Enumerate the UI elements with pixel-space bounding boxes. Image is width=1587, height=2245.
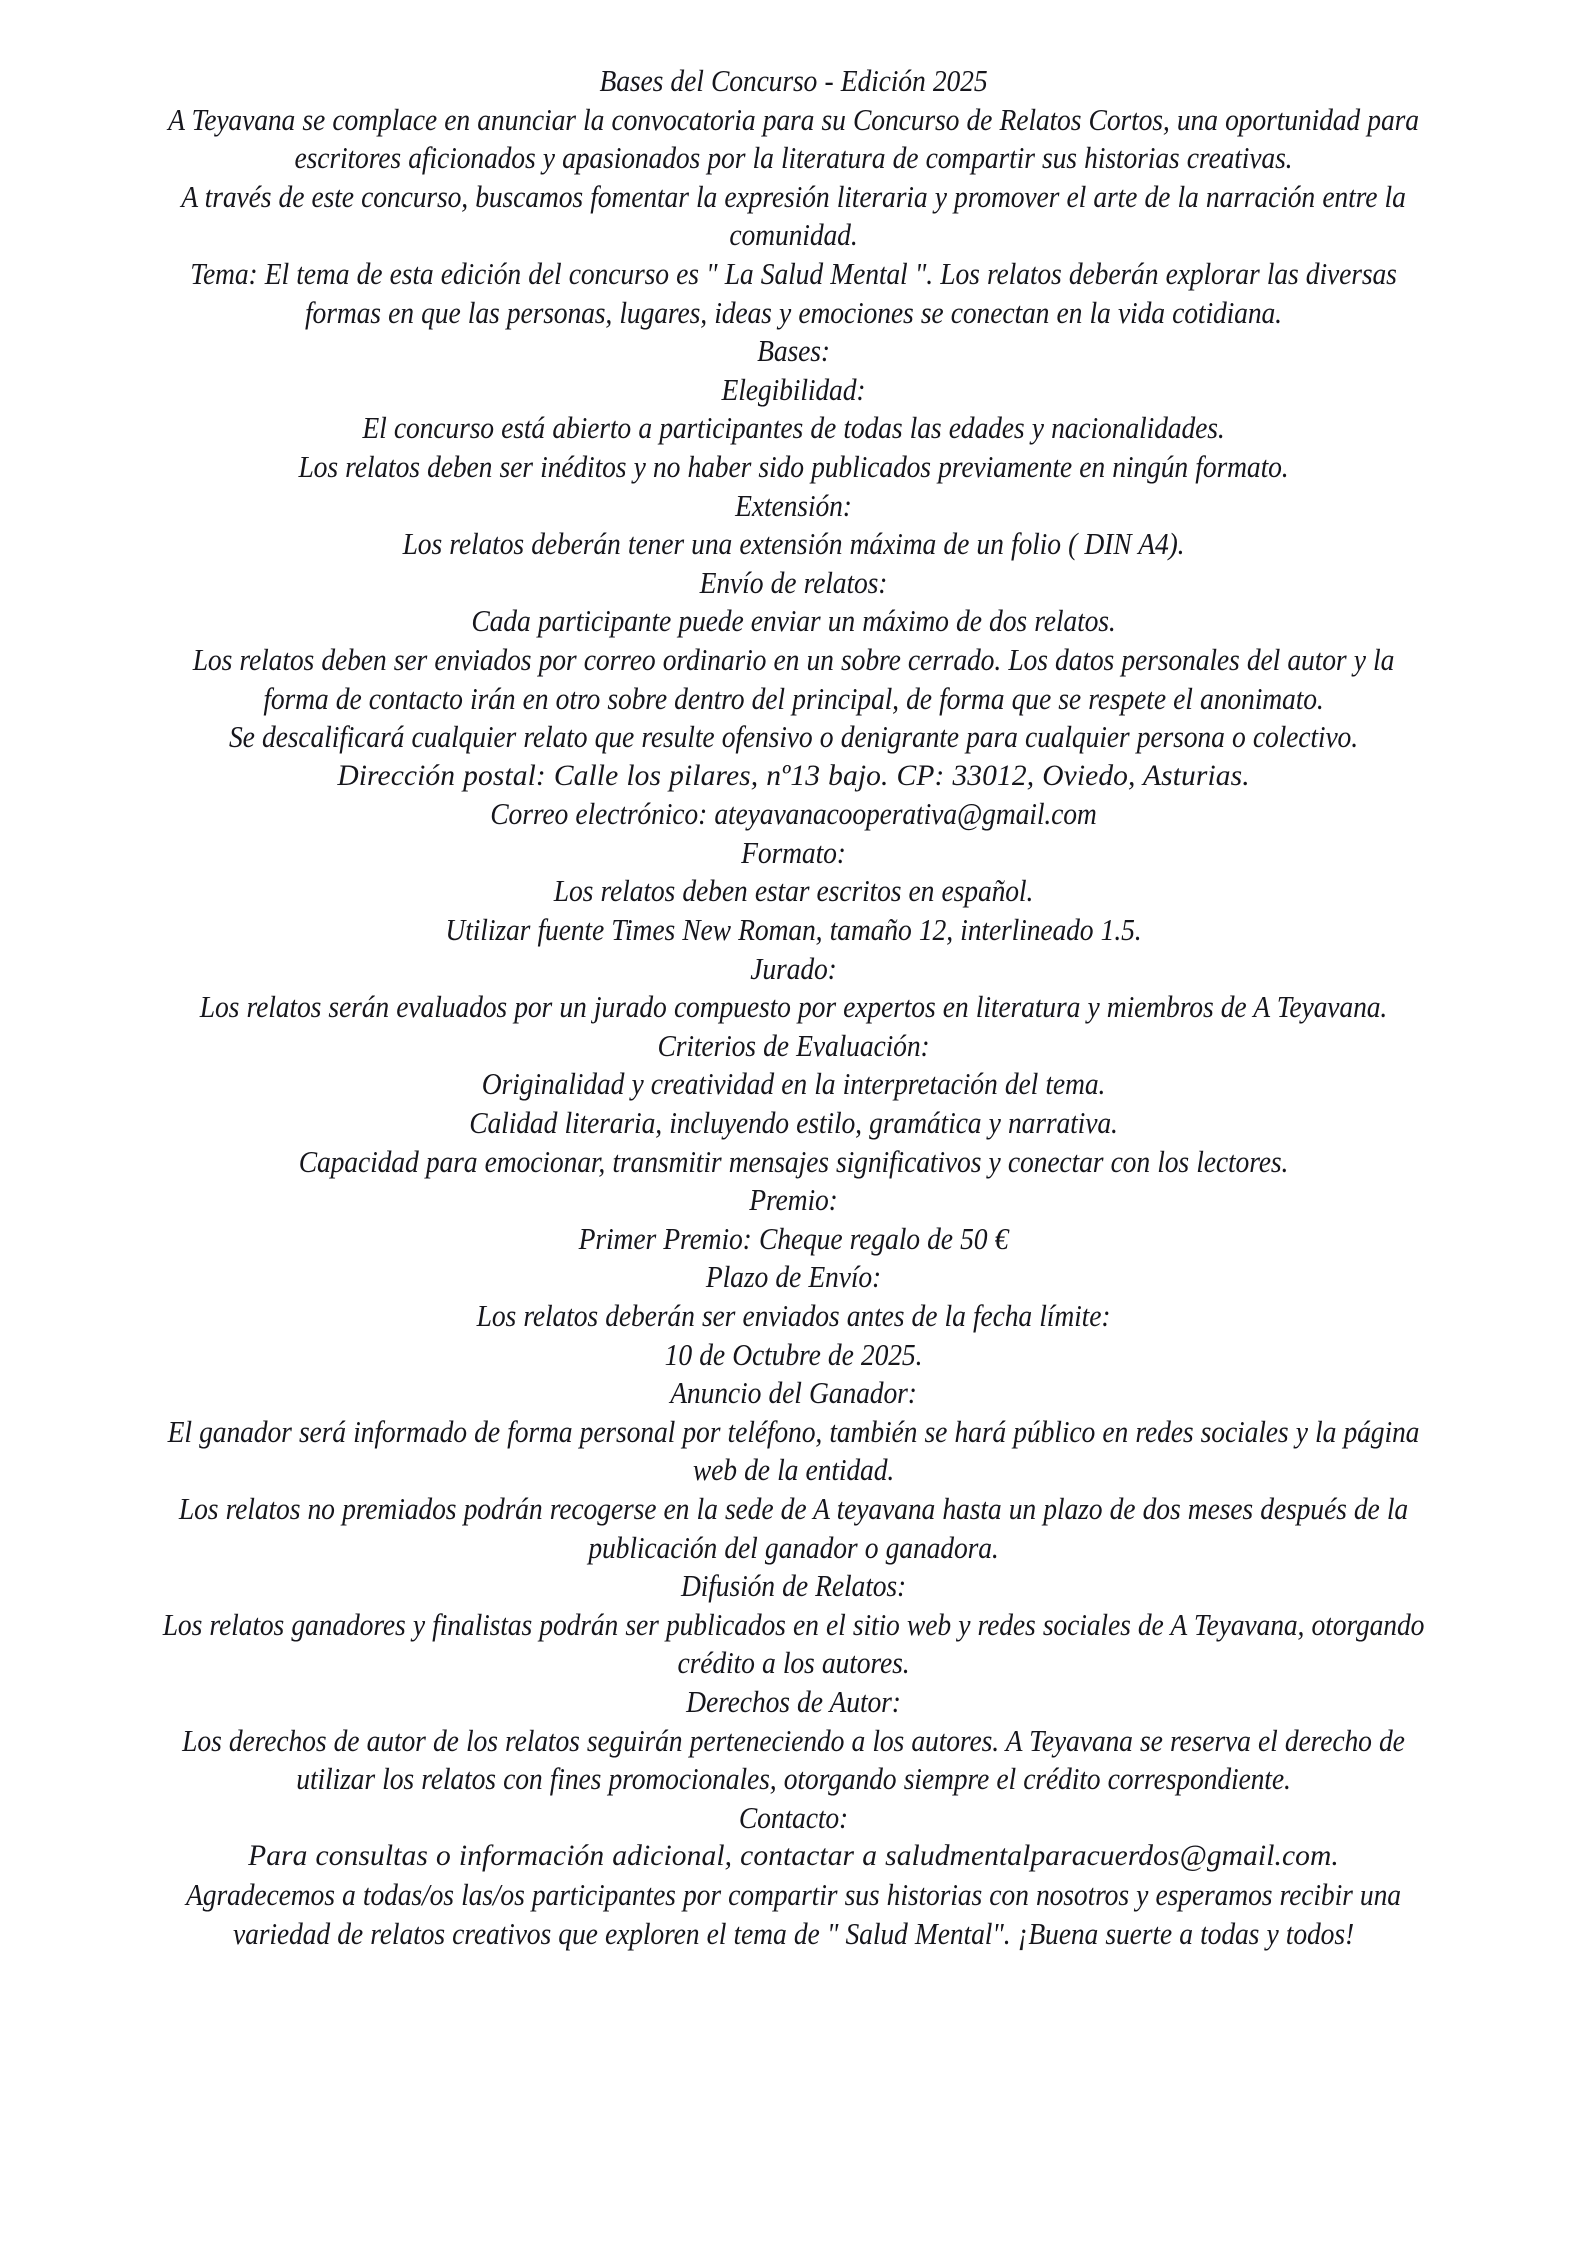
theme-paragraph: Tema: El tema de esta edición del concurso es " La Salud Mental ". Los relatos deberán explorar las diversas formas en que las personas, lugares, ideas y emociones se conectan en la vida cotidiana. bbox=[190, 256, 1397, 330]
contact-email-line: Para consultas o información adicional, contactar a saludmentalparacuerdos@gmail.com. bbox=[248, 1840, 1339, 1873]
heading-extension: Extensión: bbox=[735, 488, 852, 523]
diffusion-publication: Los relatos ganadores y finalistas podrán ser publicados en el sitio web y redes sociales de A Teyavana, otorgando crédito a los autores. bbox=[162, 1607, 1425, 1681]
heading-prize: Premio: bbox=[749, 1183, 838, 1218]
eligibility-unpublished: Los relatos deben ser inéditos y no haber sido publicados previamente en ningún formato. bbox=[298, 449, 1289, 484]
heading-format: Formato: bbox=[741, 835, 846, 870]
criterion-literary-quality: Calidad literaria, incluyendo estilo, gramática y narrativa. bbox=[469, 1106, 1118, 1141]
heading-contact: Contacto: bbox=[738, 1800, 849, 1835]
deadline-intro: Los relatos deberán ser enviados antes de la fecha límite: bbox=[476, 1299, 1111, 1333]
heading-jury: Jurado: bbox=[750, 951, 837, 986]
heading-deadline: Plazo de Envío: bbox=[705, 1260, 882, 1295]
heading-story-diffusion: Difusión de Relatos: bbox=[680, 1569, 907, 1604]
intro-paragraph: A Teyavana se complace en anunciar la convocatoria para su Concurso de Relatos Cortos, una oportunidad para escritores aficionados y apasionados por la literatura de compartir sus historias creativas. bbox=[168, 102, 1419, 176]
criterion-originality: Originalidad y creatividad en la interpretación del tema. bbox=[481, 1067, 1106, 1102]
postal-address: Dirección postal: Calle los pilares, nº13 bajo. CP: 33012, Oviedo, Asturias. bbox=[337, 759, 1250, 792]
submission-email: Correo electrónico: ateyavanacooperativa@gmail.com bbox=[490, 797, 1097, 832]
heading-copyright: Derechos de Autor: bbox=[686, 1684, 901, 1719]
document-title: Bases del Concurso - Edición 2025 bbox=[599, 64, 988, 98]
deadline-date: 10 de Octubre de 2025. bbox=[664, 1337, 923, 1372]
heading-eligibility: Elegibilidad: bbox=[721, 372, 866, 407]
heading-winner-announcement: Anuncio del Ganador: bbox=[670, 1376, 917, 1411]
submission-max-entries: Cada participante puede enviar un máximo de dos relatos. bbox=[471, 604, 1116, 639]
copyright-terms: Los derechos de autor de los relatos seguirán perteneciendo a los autores. A Teyavana se reserva el derecho de utilizar los relatos con fines promocionales, otorgando siempre el crédito correspondiente. bbox=[182, 1723, 1405, 1797]
heading-evaluation-criteria: Criterios de Evaluación: bbox=[657, 1028, 930, 1063]
closing-paragraph: Agradecemos a todas/os las/os participantes por compartir sus historias con nosotros y esperamos recibir una variedad de relatos creativos que exploren el tema de " Salud Mental". ¡Buena suerte a todas y todos! bbox=[186, 1877, 1401, 1951]
eligibility-open-to-all: El concurso está abierto a participantes de todas las edades y nacionalidades. bbox=[362, 411, 1225, 446]
format-typography: Utilizar fuente Times New Roman, tamaño 12, interlineado 1.5. bbox=[445, 913, 1142, 948]
submission-disqualification: Se descalificará cualquier relato que resulte ofensivo o denigrante para cualquier persona o colectivo. bbox=[228, 720, 1358, 755]
extension-max-length: Los relatos deberán tener una extensión máxima de un folio ( DIN A4). bbox=[402, 527, 1185, 562]
heading-submission: Envío de relatos: bbox=[699, 565, 888, 600]
criterion-emotional-impact: Capacidad para emocionar, transmitir mensajes significativos y conectar con los lectores. bbox=[298, 1144, 1289, 1179]
document-body bbox=[96, 62, 1491, 1953]
unawarded-stories-pickup: Los relatos no premiados podrán recogerse en la sede de A teyavana hasta un plazo de dos meses después de la publicación del ganador o ganadora. bbox=[178, 1491, 1409, 1565]
submission-anonymity: Los relatos deben ser enviados por correo ordinario en un sobre cerrado. Los datos personales del autor y la forma de contacto irán en otro sobre dentro del principal, de forma que se respete el anonimato. bbox=[192, 642, 1395, 716]
winner-notification: El ganador será informado de forma personal por teléfono, también se hará público en redes sociales y la página web de la entidad. bbox=[167, 1414, 1420, 1488]
purpose-paragraph: A través de este concurso, buscamos fomentar la expresión literaria y promover el arte de la narración entre la comunidad. bbox=[181, 179, 1406, 253]
jury-composition: Los relatos serán evaluados por un jurado compuesto por expertos en literatura y miembros de A Teyavana. bbox=[199, 990, 1388, 1025]
format-language: Los relatos deben estar escritos en español. bbox=[553, 874, 1034, 909]
heading-bases: Bases: bbox=[757, 334, 830, 369]
prize-first: Primer Premio: Cheque regalo de 50 € bbox=[578, 1221, 1009, 1256]
